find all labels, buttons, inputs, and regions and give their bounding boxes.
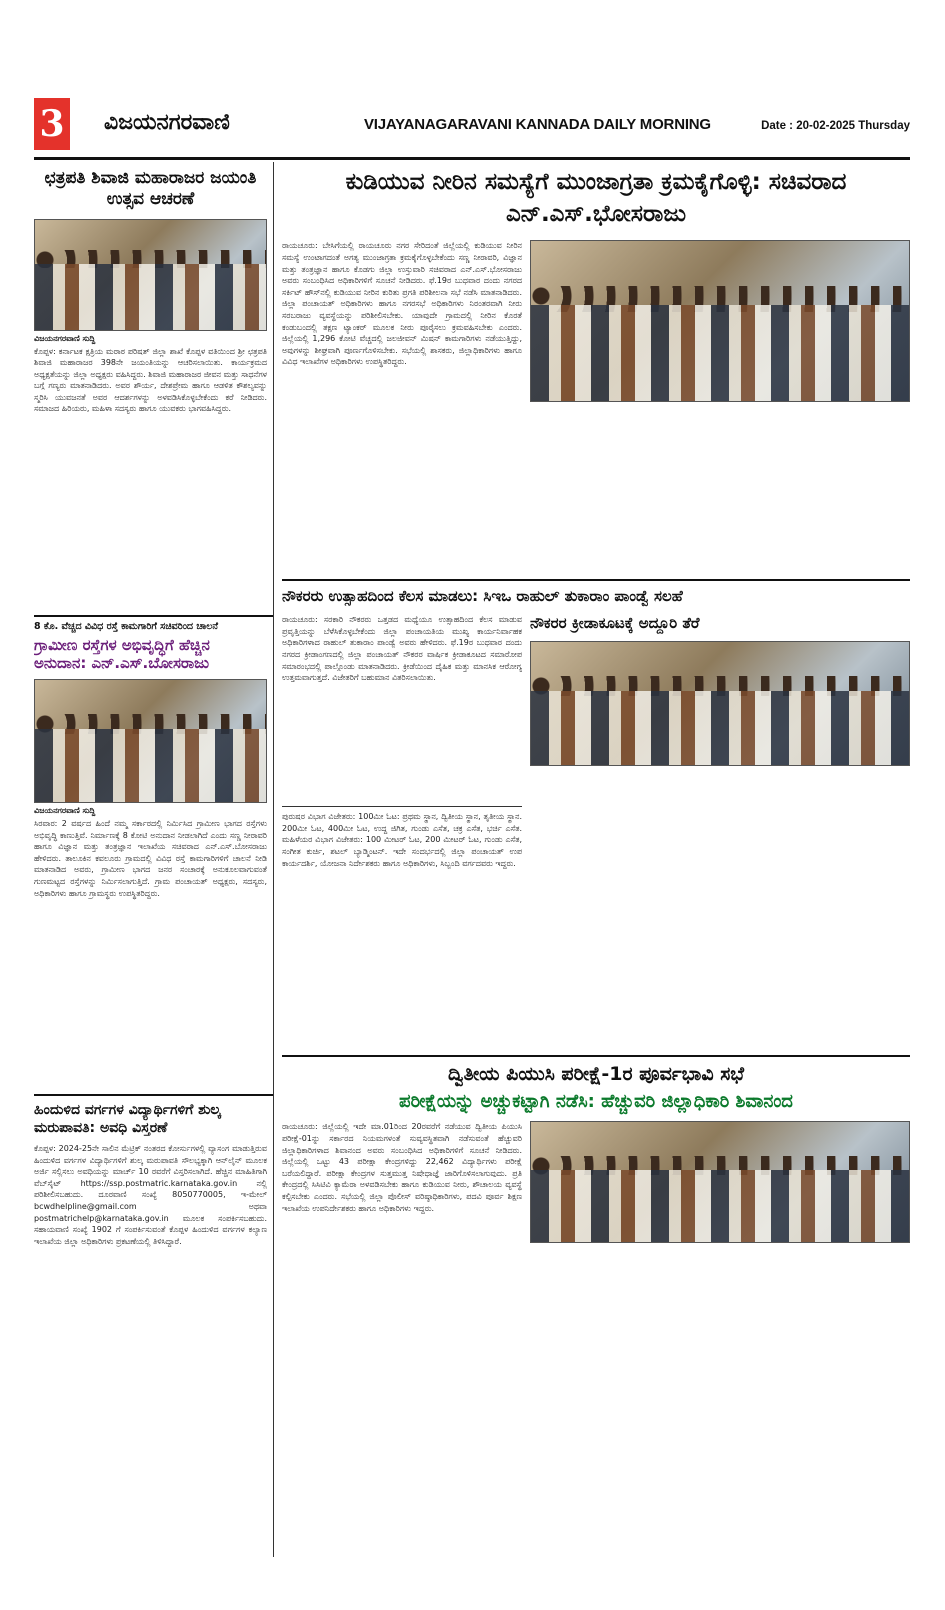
article-employees-sports: [282, 587, 910, 1049]
divider: [282, 1055, 910, 1057]
divider: [282, 579, 910, 581]
article-photo: [530, 1121, 910, 1243]
divider: [34, 1094, 273, 1096]
issue-date: Date : 20-02-2025 Thursday: [761, 120, 910, 132]
article-photo: [34, 219, 267, 331]
article-headline: ಗ್ರಾಮೀಣ ರಸ್ತೆಗಳ ಅಭಿವೃದ್ಧಿಗೆ ಹೆಚ್ಚಿನ ಅನುದಾನ: ಎನ್.ಎಸ್.ಬೋಸರಾಜು: [34, 635, 210, 673]
page-number: 3: [34, 98, 70, 150]
article-drinking-water: [282, 166, 910, 575]
lead-headline: ಕುಡಿಯುವ ನೀರಿನ ಸಮಸ್ಯೆಗೆ ಮುಂಜಾಗ್ರತಾ ಕ್ರಮಕೈಗೊಳ್ಳಿ: ಸಚಿವರಾದ ಎನ್.ಎಸ್.ಭೋಸರಾಜು: [345, 169, 847, 228]
article-headline: ಹಿಂದುಳಿದ ವರ್ಗಗಳ ವಿದ್ಯಾರ್ಥಿಗಳಿಗೆ ಶುಲ್ಕ ಮರುಪಾವತಿ: ಅವಧಿ ವಿಸ್ತರಣೆ: [34, 1102, 221, 1136]
article-headline: ಛತ್ರಪತಿ ಶಿವಾಜಿ ಮಹಾರಾಜರ ಜಯಂತಿ ಉತ್ಸವ ಆಚರಣೆ: [44, 168, 257, 210]
left-column: [34, 162, 274, 1557]
article-body: ರಾಯಚೂರು: ಸರಕಾರಿ ನೌಕರರು ಒತ್ತಡದ ಮಧ್ಯೆಯೂ ಉತ್ಸಾಹದಿಂದ ಕೆಲಸ ಮಾಡುವ ಪ್ರವೃತ್ತಿಯನ್ನು ಬೆಳೆಸಿಕೊಳ್ಳಬೇಕೆಂದು ಜಿಲ್ಲಾ ಪಂಚಾಯತಿಯ ಮುಖ್ಯ ಕಾರ್ಯನಿರ್ವಾಹಕ ಅಧಿಕಾರಿಗಳಾದ ರಾಹುಲ್ ತುಕಾರಾಂ ಪಾಂಡ್ವೆ ಅವರು ಹೇಳಿದರು. ಫೆ.19ರ ಬುಧವಾರ ದಂದು ನಗರದ ಕ್ರೀಡಾಂಗಣದಲ್ಲಿ ಜಿಲ್ಲಾ ಪಂಚಾಯತ್ ನೌಕರರ ವಾರ್ಷಿಕ ಕ್ರೀಡಾಕೂಟದ ಸಮಾರೋಪ ಸಮಾರಂಭದಲ್ಲಿ ಪಾಲ್ಗೊಂಡು ಮಾತನಾಡಿದರು. ಕ್ರೀಡೆಯಿಂದ ದೈಹಿಕ ಮತ್ತು ಮಾನಸಿಕ ಆರೋಗ್ಯ ಉತ್ತಮವಾಗುತ್ತದೆ. ವಿಜೇತರಿಗೆ ಬಹುಮಾನ ವಿತರಿಸಲಾಯಿತು.: [282, 615, 522, 683]
article-photo: [530, 240, 910, 402]
article-kicker: 8 ಕೊ. ವೆಚ್ಚದ ವಿವಿಧ ರಸ್ತೆ ಕಾಮಗಾರಿಗೆ ಸಚಿವರಿಂದ ಚಾಲನೆ: [34, 620, 219, 632]
article-body: ಕೊಪ್ಪಳ: ಕರ್ನಾಟಕ ಕ್ಷತ್ರಿಯ ಮರಾಠ ಪರಿಷತ್ ಜಿಲ್ಲಾ ಶಾಖೆ ಕೊಪ್ಪಳ ವತಿಯಿಂದ ಶ್ರೀ ಛತ್ರಪತಿ ಶಿವಾಜಿ ಮಹಾರಾಜರ 398ನೇ ಜಯಂತಿಯನ್ನು ಆಚರಿಸಲಾಯಿತು. ಕಾರ್ಯಕ್ರಮದ ಅಧ್ಯಕ್ಷತೆಯನ್ನು ಜಿಲ್ಲಾ ಅಧ್ಯಕ್ಷರು ವಹಿಸಿದ್ದರು. ಶಿವಾಜಿ ಮಹಾರಾಜರ ಜೀವನ ಮತ್ತು ಸಾಧನೆಗಳ ಬಗ್ಗೆ ಗಣ್ಯರು ಮಾತನಾಡಿದರು. ಅವರ ಶೌರ್ಯ, ದೇಶಪ್ರೇಮ ಹಾಗೂ ಆಡಳಿತ ಕೌಶಲ್ಯವನ್ನು ಸ್ಮರಿಸಿ ಯುವಜನತೆ ಅವರ ಆದರ್ಶಗಳನ್ನು ಅಳವಡಿಸಿಕೊಳ್ಳಬೇಕೆಂದು ಕರೆ ನೀಡಿದರು. ಸಮಾಜದ ಹಿರಿಯರು, ಮಹಿಳಾ ಸದಸ್ಯರು ಹಾಗೂ ಯುವಕರು ಭಾಗವಹಿಸಿದ್ದರು.: [34, 346, 267, 414]
article-body: ರಾಯಚೂರು: ಜಿಲ್ಲೆಯಲ್ಲಿ ಇದೇ ಮಾ.01ರಿಂದ 20ರವರೆಗೆ ನಡೆಯುವ ದ್ವಿತೀಯ ಪಿಯುಸಿ ಪರೀಕ್ಷೆ-01ನ್ನು ಸರ್ಕಾರದ ನಿಯಮಗಳಂತೆ ಸುವ್ಯವಸ್ಥಿತವಾಗಿ ನಡೆಸುವಂತೆ ಹೆಚ್ಚುವರಿ ಜಿಲ್ಲಾಧಿಕಾರಿಗಳಾದ ಶಿವಾನಂದ ಅವರು ಸಂಬಂಧಿಸಿದ ಅಧಿಕಾರಿಗಳಿಗೆ ಸೂಚನೆ ನೀಡಿದರು. ಜಿಲ್ಲೆಯಲ್ಲಿ ಒಟ್ಟು 43 ಪರೀಕ್ಷಾ ಕೇಂದ್ರಗಳಿದ್ದು 22,462 ವಿದ್ಯಾರ್ಥಿಗಳು ಪರೀಕ್ಷೆ ಬರೆಯಲಿದ್ದಾರೆ. ಪರೀಕ್ಷಾ ಕೇಂದ್ರಗಳ ಸುತ್ತಮುತ್ತ ನಿಷೇಧಾಜ್ಞೆ ಜಾರಿಗೊಳಿಸಲಾಗುವುದು. ಪ್ರತಿ ಕೇಂದ್ರದಲ್ಲಿ ಸಿಸಿಟಿವಿ ಕ್ಯಾಮೆರಾ ಅಳವಡಿಸಬೇಕು ಹಾಗೂ ಕುಡಿಯುವ ನೀರು, ಶೌಚಾಲಯ ವ್ಯವಸ್ಥೆ ಕಲ್ಪಿಸಬೇಕು ಎಂದರು. ಸಭೆಯಲ್ಲಿ ಜಿಲ್ಲಾ ಪೊಲೀಸ್ ವರಿಷ್ಠಾಧಿಕಾರಿಗಳು, ಪದವಿ ಪೂರ್ವ ಶಿಕ್ಷಣ ಇಲಾಖೆಯ ಉಪನಿರ್ದೇಶಕರು ಹಾಗೂ ಅಧಿಕಾರಿಗಳು ಇದ್ದರು.: [282, 1122, 522, 1213]
newspaper-name-english: VIJAYANAGARAVANI KANNADA DAILY MORNING: [364, 116, 711, 133]
newspaper-name-kannada: ವಿಜಯನಗರವಾಣಿ: [104, 110, 230, 135]
article-credit: ವಿಜಯನಗರವಾಣಿ ಸುದ್ದಿ: [34, 333, 96, 343]
article-subheadline: ನೌಕರರ ಕ್ರೀಡಾಕೂಟಕ್ಕೆ ಅದ್ದೂರಿ ತೆರೆ: [530, 614, 700, 633]
right-column: [282, 162, 910, 1557]
article-credit: ವಿಜಯನಗರವಾಣಿ ಸುದ್ದಿ: [34, 806, 96, 815]
article-photo: [530, 641, 910, 766]
article-shivaji-jayanti: [34, 168, 273, 609]
article-headline: ಪರೀಕ್ಷೆಯನ್ನು ಅಚ್ಚುಕಟ್ಟಾಗಿ ನಡೆಸಿ: ಹೆಚ್ಚುವರಿ ಜಿಲ್ಲಾಧಿಕಾರಿ ಶಿವಾನಂದ: [399, 1090, 793, 1112]
article-fee-reimbursement: [34, 1102, 273, 1443]
article-puc-exam: [282, 1063, 910, 1436]
article-kicker: ದ್ವಿತೀಯ ಪಿಯುಸಿ ಪರೀಕ್ಷೆ-1ರ ಪೂರ್ವಭಾವಿ ಸಭೆ: [447, 1063, 745, 1086]
article-body: ರಾಯಚೂರು: ಬೇಸಿಗೆಯಲ್ಲಿ ರಾಯಚೂರು ನಗರ ಸೇರಿದಂತೆ ಜಿಲ್ಲೆಯಲ್ಲಿ ಕುಡಿಯುವ ನೀರಿನ ಸಮಸ್ಯೆ ಉಂಟಾಗದಂತೆ ಅಗತ್ಯ ಮುಂಜಾಗ್ರತಾ ಕ್ರಮಕೈಗೊಳ್ಳಬೇಕೆಂದು ಸಣ್ಣ ನೀರಾವರಿ, ವಿಜ್ಞಾನ ಮತ್ತು ತಂತ್ರಜ್ಞಾನ ಹಾಗೂ ಕೊಡಗು ಜಿಲ್ಲಾ ಉಸ್ತುವಾರಿ ಸಚಿವರಾದ ಎನ್.ಎಸ್.ಭೋಸರಾಜು ಅವರು ಸಂಬಂಧಿಸಿದ ಅಧಿಕಾರಿಗಳಿಗೆ ಸೂಚನೆ ನೀಡಿದರು. ಫೆ.19ರ ಬುಧವಾರ ದಂದು ನಗರದ ಸರ್ಕಿಟ್ ಹೌಸ್‌ನಲ್ಲಿ ಕುಡಿಯುವ ನೀರಿನ ಕುರಿತು ಪ್ರಗತಿ ಪರಿಶೀಲನಾ ಸಭೆ ನಡೆಸಿ ಮಾತನಾಡಿದರು. ಜಿಲ್ಲಾ ಪಂಚಾಯತ್ ಅಧಿಕಾರಿಗಳು ಹಾಗೂ ನಗರಸಭೆ ಅಧಿಕಾರಿಗಳು ನಿರಂತರವಾಗಿ ನೀರು ಸರಬರಾಜು ವ್ಯವಸ್ಥೆಯನ್ನು ಪರಿಶೀಲಿಸಬೇಕು. ಯಾವುದೇ ಗ್ರಾಮದಲ್ಲಿ ನೀರಿನ ಕೊರತೆ ಕಂಡುಬಂದಲ್ಲಿ ತಕ್ಷಣ ಟ್ಯಾಂಕರ್ ಮೂಲಕ ನೀರು ಪೂರೈಸಲು ಕ್ರಮವಹಿಸಬೇಕು ಎಂದರು. ಜಿಲ್ಲೆಯಲ್ಲಿ 1,296 ಕೋಟಿ ವೆಚ್ಚದಲ್ಲಿ ಜಲಜೀವನ್ ಮಿಷನ್ ಕಾಮಗಾರಿಗಳು ನಡೆಯುತ್ತಿದ್ದು, ಅವುಗಳನ್ನು ಶೀಘ್ರವಾಗಿ ಪೂರ್ಣಗೊಳಿಸಬೇಕು. ಸಭೆಯಲ್ಲಿ ಶಾಸಕರು, ಜಿಲ್ಲಾಧಿಕಾರಿಗಳು ಹಾಗೂ ವಿವಿಧ ಇಲಾಖೆಗಳ ಅಧಿಕಾರಿಗಳು ಉಪಸ್ಥಿತರಿದ್ದರು.: [282, 241, 522, 367]
article-photo: [34, 679, 267, 803]
masthead: [34, 92, 910, 160]
article-body: ಕೊಪ್ಪಳ: 2024-25ನೇ ಸಾಲಿನ ಮೆಟ್ರಿಕ್ ನಂತರದ ಕೋರ್ಸುಗಳಲ್ಲಿ ವ್ಯಾಸಂಗ ಮಾಡುತ್ತಿರುವ ಹಿಂದುಳಿದ ವರ್ಗಗಳ ವಿದ್ಯಾರ್ಥಿಗಳಿಗೆ ಶುಲ್ಕ ಮರುಪಾವತಿ ಸೌಲಭ್ಯಕ್ಕಾಗಿ ಆನ್‌ಲೈನ್ ಮೂಲಕ ಅರ್ಜಿ ಸಲ್ಲಿಸಲು ಅವಧಿಯನ್ನು ಮಾರ್ಚ್ 10 ರವರೆಗೆ ವಿಸ್ತರಿಸಲಾಗಿದೆ. ಹೆಚ್ಚಿನ ಮಾಹಿತಿಗಾಗಿ ವೆಬ್‌ಸೈಟ್ https://ssp.postmatric.karnataka.gov.in ನಲ್ಲಿ ಪರಿಶೀಲಿಸಬಹುದು. ದೂರವಾಣಿ ಸಂಖ್ಯೆ 8050770005, ಇ-ಮೇಲ್ bcwdhelpline@gmail.com ಅಥವಾ postmatrichelp@karnataka.gov.in ಮೂಲಕ ಸಂಪರ್ಕಿಸಬಹುದು. ಸಹಾಯವಾಣಿ ಸಂಖ್ಯೆ 1902 ಗೆ ಸಂಪರ್ಕಿಸುವಂತೆ ಕೊಪ್ಪಳ ಹಿಂದುಳಿದ ವರ್ಗಗಳ ಕಲ್ಯಾಣ ಇಲಾಖೆಯ ಜಿಲ್ಲಾ ಅಧಿಕಾರಿಗಳು ಪ್ರಕಟಣೆಯಲ್ಲಿ ತಿಳಿಸಿದ್ದಾರೆ.: [34, 1144, 267, 1246]
article-headline: ನೌಕರರು ಉತ್ಸಾಹದಿಂದ ಕೆಲಸ ಮಾಡಲು: ಸಿಇಒ ರಾಹುಲ್ ತುಕಾರಾಂ ಪಾಂಡ್ವೆ ಸಲಹೆ: [282, 587, 683, 606]
article-rural-roads: [34, 621, 273, 1089]
divider: [282, 806, 522, 807]
divider: [34, 615, 273, 617]
article-body: ಸಿರವಾರ: 2 ವರ್ಷದ ಹಿಂದೆ ನಮ್ಮ ಸರ್ಕಾರದಲ್ಲಿ ನಿರ್ಮಿಸಿದ ಗ್ರಾಮೀಣ ಭಾಗದ ರಸ್ತೆಗಳು ಅಭಿವೃದ್ಧಿ ಕಾಣುತ್ತಿವೆ. ನಿರ್ಮಾಣಕ್ಕೆ 8 ಕೋಟಿ ಅನುದಾನ ನೀಡಲಾಗಿದೆ ಎಂದು ಸಣ್ಣ ನೀರಾವರಿ ಹಾಗೂ ವಿಜ್ಞಾನ ಮತ್ತು ತಂತ್ರಜ್ಞಾನ ಇಲಾಖೆಯ ಸಚಿವರಾದ ಎನ್.ಎಸ್.ಬೋಸರಾಜು ಹೇಳಿದರು. ತಾಲೂಕಿನ ಕವಲೂರು ಗ್ರಾಮದಲ್ಲಿ ವಿವಿಧ ರಸ್ತೆ ಕಾಮಗಾರಿಗಳಿಗೆ ಚಾಲನೆ ನೀಡಿ ಮಾತನಾಡಿದ ಅವರು, ಗ್ರಾಮೀಣ ಭಾಗದ ಜನರ ಸಂಚಾರಕ್ಕೆ ಅನುಕೂಲವಾಗುವಂತೆ ಗುಣಮಟ್ಟದ ರಸ್ತೆಗಳನ್ನು ನಿರ್ಮಿಸಲಾಗುತ್ತಿದೆ. ಗ್ರಾಮ ಪಂಚಾಯತ್ ಅಧ್ಯಕ್ಷರು, ಸದಸ್ಯರು, ಅಧಿಕಾರಿಗಳು ಹಾಗೂ ಗ್ರಾಮಸ್ಥರು ಉಪಸ್ಥಿತರಿದ್ದರು.: [34, 819, 267, 898]
results-list: ಪುರುಷರ ವಿಭಾಗ ವಿಜೇತರು: 100ಮೀ ಓಟ: ಪ್ರಥಮ ಸ್ಥಾನ, ದ್ವಿತೀಯ ಸ್ಥಾನ, ತೃತೀಯ ಸ್ಥಾನ. 200ಮೀ ಓಟ, 400ಮೀ ಓಟ, ಉದ್ದ ಜಿಗಿತ, ಗುಂಡು ಎಸೆತ, ಚಕ್ರ ಎಸೆತ, ಭರ್ಚಿ ಎಸೆತ. ಮಹಿಳೆಯರ ವಿಭಾಗ ವಿಜೇತರು: 100 ಮೀಟರ್ ಓಟ, 200 ಮೀಟರ್ ಓಟ, ಗುಂಡು ಎಸೆತ, ಸಂಗೀತ ಕುರ್ಚಿ, ಶಟಲ್ ಬ್ಯಾಡ್ಮಿಂಟನ್. ಇದೇ ಸಂದರ್ಭದಲ್ಲಿ ಜಿಲ್ಲಾ ಪಂಚಾಯತ್ ಉಪ ಕಾರ್ಯದರ್ಶಿ, ಯೋಜನಾ ನಿರ್ದೇಶಕರು ಹಾಗೂ ಅಧಿಕಾರಿಗಳು, ಸಿಬ್ಬಂದಿ ವರ್ಗದವರು ಇದ್ದರು.: [282, 812, 522, 868]
